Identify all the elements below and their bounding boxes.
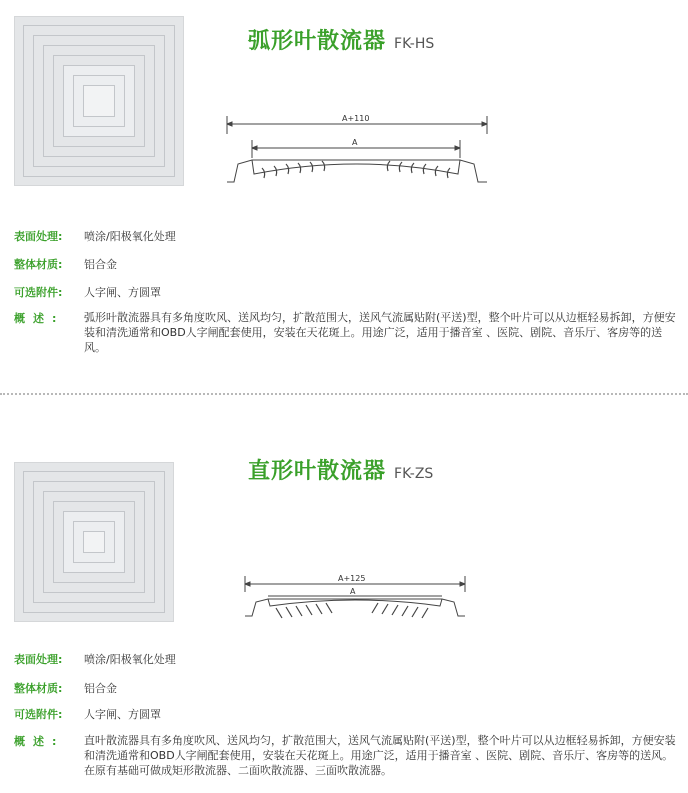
product-title: 弧形叶散流器 FK-HS [248, 29, 435, 54]
dim-inner-label: A [350, 587, 356, 596]
product-section-arc: 弧形叶散流器 FK-HS A+110 A 表面处理: 喷涂/阳极氧化处理 整体材质: 铝合金 可选附件: 人字闸、方圆罩 概述: 弧形叶散流器具有多角度吹风、送风均匀，扩散范围大，送风气流属贴附(平送)型，整个叶片可以从边框轻易拆卸，方便安装和清洗通常和OBD人字闸配套使用，安装在天花斑上。用途广泛，适用于播音室 、医院、剧院、音乐厅、客房等的送风。 [0, 0, 688, 390]
straight-diffuser-photo [14, 462, 174, 622]
dim-outer-label: A+110 [342, 114, 370, 123]
arc-diffuser-section-drawing [222, 112, 492, 192]
product-model: FK-ZS [394, 466, 434, 482]
dim-inner-label: A [352, 138, 358, 147]
dim-outer-label: A+125 [338, 574, 366, 583]
product-section-straight: 直形叶散流器 FK-ZS A+125 A 表面处理: 喷涂/阳极氧化处理 整体材质: 铝合金 可选附件: 人字闸、方圆罩 概述: 直叶散流器具有多角度吹风、送风均匀，扩散范围大，送风气流属贴附(平送)型，整个叶片可以从边框轻易拆卸，方便安装和清洗通常和OBD人字闸配套使用，安装在天花斑上。用途广泛，适用于播音室 、医院、剧院、音乐厅、客房等的送风。在原有基础可做成矩形散流器、二面吹散流器、三面吹散流器。 [0, 440, 688, 793]
product-title: 直形叶散流器 FK-ZS [248, 459, 434, 484]
straight-diffuser-section-drawing [240, 572, 470, 642]
product-model: FK-HS [394, 36, 435, 52]
section-divider [0, 393, 688, 395]
arc-diffuser-photo [14, 16, 184, 186]
